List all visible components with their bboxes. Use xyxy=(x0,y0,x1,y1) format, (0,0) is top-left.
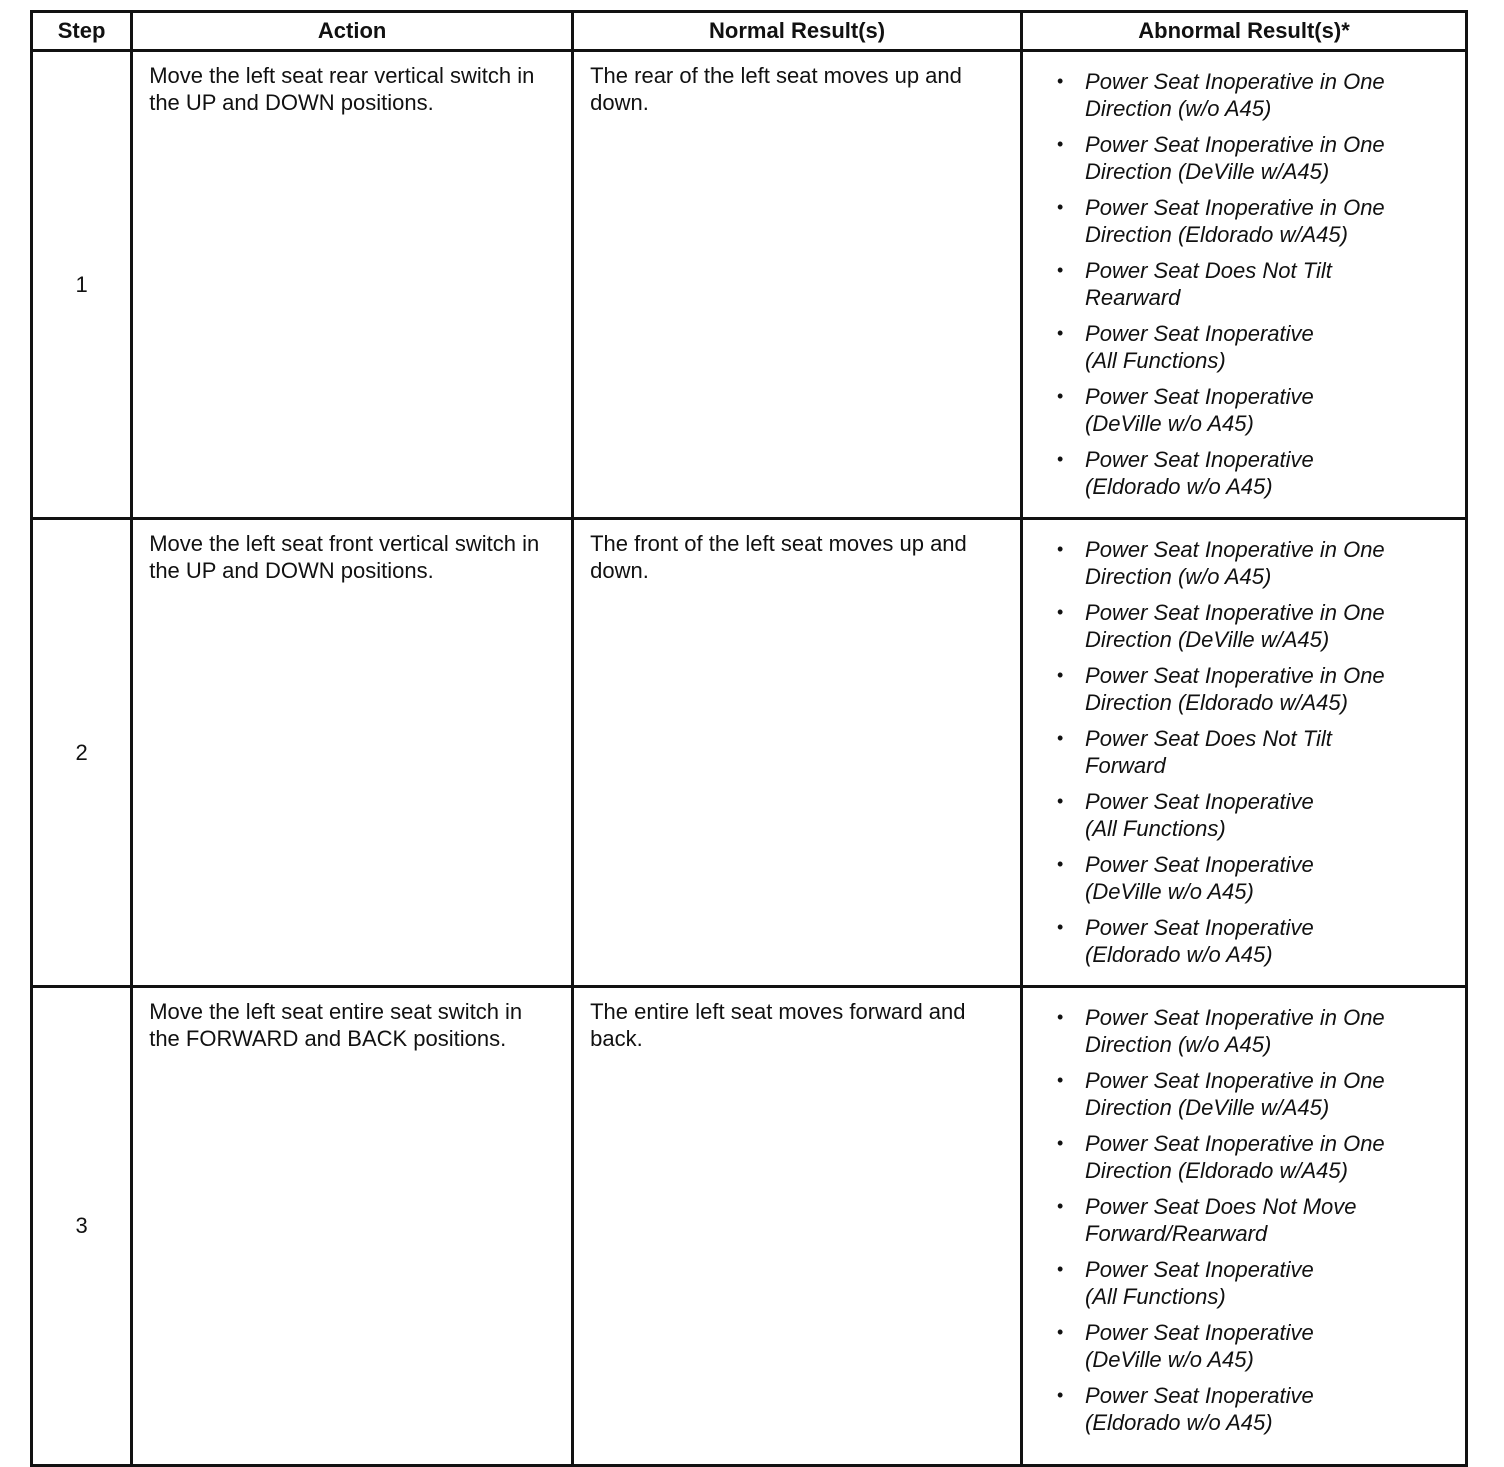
abnormal-result-link[interactable]: • Power Seat Inoperative in One Direction (Eldorado w/A45) xyxy=(1057,194,1455,248)
abnormal-result-link[interactable]: • Power Seat Inoperative (Eldorado w/o A45) xyxy=(1057,446,1455,500)
abnormal-results-list xyxy=(1023,988,1465,1453)
step-number: 2 xyxy=(32,519,132,987)
header-action: Action xyxy=(132,12,573,51)
abnormal-result-link[interactable]: • Power Seat Inoperative (DeVille w/o A45) xyxy=(1057,851,1455,905)
abnormal-result-link[interactable]: • Power Seat Inoperative (Eldorado w/o A45) xyxy=(1057,1382,1455,1436)
abnormal-results-cell xyxy=(1022,519,1467,987)
abnormal-results-cell xyxy=(1022,51,1467,519)
abnormal-result-link[interactable]: • Power Seat Does Not Move Forward/Rearward xyxy=(1057,1193,1455,1247)
abnormal-result-link[interactable]: • Power Seat Inoperative (All Functions) xyxy=(1057,1256,1455,1310)
abnormal-result-link[interactable]: • Power Seat Inoperative (All Functions) xyxy=(1057,320,1455,374)
table-row xyxy=(32,519,1467,987)
action-text: Move the left seat front vertical switch in the UP and DOWN positions. xyxy=(149,531,540,583)
action-cell xyxy=(132,987,573,1466)
diagnostic-table xyxy=(30,10,1468,1467)
normal-result-cell xyxy=(573,519,1022,987)
normal-result-text: The rear of the left seat moves up and down. xyxy=(590,63,962,115)
abnormal-result-link[interactable]: • Power Seat Inoperative in One Direction (w/o A45) xyxy=(1057,1004,1455,1058)
table-row xyxy=(32,51,1467,519)
normal-result-cell xyxy=(573,51,1022,519)
abnormal-result-link[interactable]: • Power Seat Does Not Tilt Rearward xyxy=(1057,257,1455,311)
abnormal-result-link[interactable]: • Power Seat Inoperative (All Functions) xyxy=(1057,788,1455,842)
abnormal-results-list xyxy=(1023,520,1465,985)
header-row xyxy=(32,12,1467,51)
action-cell xyxy=(132,51,573,519)
header-step: Step xyxy=(32,12,132,51)
header-normal-results: Normal Result(s) xyxy=(573,12,1022,51)
abnormal-result-link[interactable]: • Power Seat Inoperative in One Direction (w/o A45) xyxy=(1057,536,1455,590)
normal-result-text: The entire left seat moves forward and back. xyxy=(590,999,966,1051)
abnormal-result-link[interactable]: • Power Seat Inoperative in One Direction (Eldorado w/A45) xyxy=(1057,662,1455,716)
abnormal-result-link[interactable]: • Power Seat Inoperative (DeVille w/o A45) xyxy=(1057,383,1455,437)
abnormal-result-link[interactable]: • Power Seat Inoperative in One Direction (w/o A45) xyxy=(1057,68,1455,122)
abnormal-result-link[interactable]: • Power Seat Does Not Tilt Forward xyxy=(1057,725,1455,779)
abnormal-result-link[interactable]: • Power Seat Inoperative (Eldorado w/o A45) xyxy=(1057,914,1455,968)
step-number: 3 xyxy=(32,987,132,1466)
header-abnormal-results: Abnormal Result(s)* xyxy=(1022,12,1467,51)
abnormal-result-link[interactable]: • Power Seat Inoperative in One Direction (DeVille w/A45) xyxy=(1057,599,1455,653)
action-text: Move the left seat entire seat switch in the FORWARD and BACK positions. xyxy=(149,999,523,1051)
abnormal-result-link[interactable]: • Power Seat Inoperative in One Direction (DeVille w/A45) xyxy=(1057,1067,1455,1121)
abnormal-result-link[interactable]: • Power Seat Inoperative in One Direction (DeVille w/A45) xyxy=(1057,131,1455,185)
table-row xyxy=(32,987,1467,1466)
abnormal-results-cell xyxy=(1022,987,1467,1466)
abnormal-result-link[interactable]: • Power Seat Inoperative (DeVille w/o A45) xyxy=(1057,1319,1455,1373)
abnormal-result-link[interactable]: • Power Seat Inoperative in One Direction (Eldorado w/A45) xyxy=(1057,1130,1455,1184)
action-cell xyxy=(132,519,573,987)
abnormal-results-list xyxy=(1023,52,1465,517)
step-number: 1 xyxy=(32,51,132,519)
normal-result-cell xyxy=(573,987,1022,1466)
action-text: Move the left seat rear vertical switch in the UP and DOWN positions. xyxy=(149,63,535,115)
normal-result-text: The front of the left seat moves up and down. xyxy=(590,531,967,583)
